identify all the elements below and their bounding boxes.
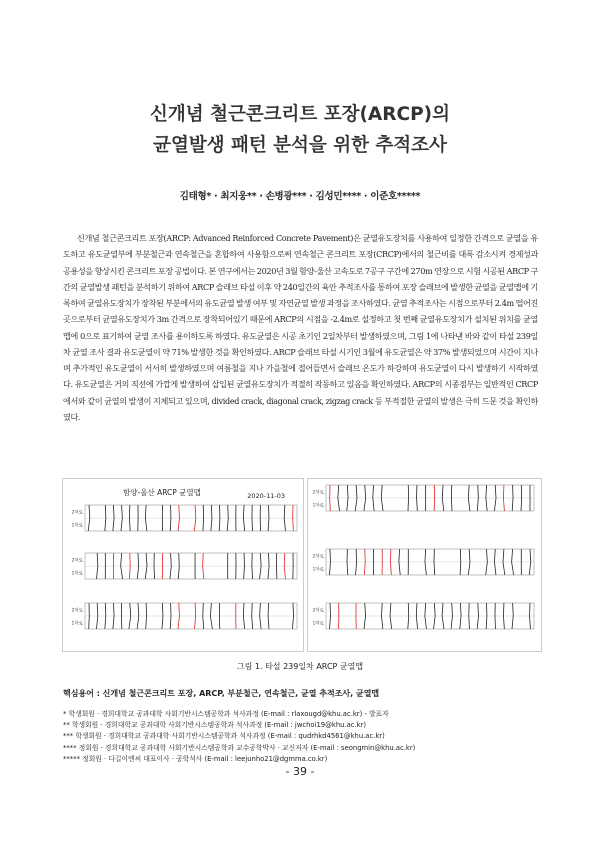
footnotes xyxy=(63,709,415,765)
page-number: - 39 - xyxy=(285,765,315,778)
svg-text:2차로: 2차로 xyxy=(312,608,324,614)
abstract-text: 신개념 철근콘크리트 포장(ARCP: Advanced Reinforced Concrete Pavement)은 균열유도장치를 사용하여 일정한 간격으로 균열을 유도하고 유도균열부에 부분철근과 연속철근을 혼합하여 사용함으로써 연속철근 콘크리트 포장(CRCP)에서의 철근비를 대폭 감소시켜 경제성과 공용성을 향상시킨 콘크리트 포장 공법이다. 본 연구에서는 2020년 3월 함양-울산 고속도로 7공구 구간에 270m 연장으로 시험 시공된 ARCP 구간의 균열발생 패턴을 분석하기 위하여 ARCP 슬래브 타설 이후 약 240일간의 육안 추적조사를 통하여 포장 슬래브에 발생한 균열을 균열맵에 기록하여 균열유도장치가 장착된 부분에서의 유도균열 발생 여부 및 자연균열 발생 과정을 조사하였다. 균열 추적조사는 시점으로부터 2.4m 떨어진 곳으로부터 균열유도장치가 3m 간격으로 장착되어있기 때문에 ARCP의 시점을 -2.4m로 설정하고 첫 번째 균열유도장치가 설치된 위치를 균열맵에 0으로 표기하여 균열 조사를 용이하도록 하였다. 유도균열은 시공 초기인 2일차부터 발생하였으며, 그림 1에 나타낸 바와 같이 타설 239일차 균열 조사 결과 유도균열이 약 71% 발생한 것을 확인하였다. ARCP 슬래브 타설 시기인 3월에 유도균열은 약 37% 발생되었으며 시간이 지나며 추가적인 유도균열이 서서히 발생하였으며 여름철을 지나 가을철에 접어들면서 슬래브 온도가 하강하며 유도균열이 다시 발생하기 시작하였다. 유도균열은 거의 직선에 가깝게 발생하여 삽입된 균열유도장치가 적절히 작동하고 있음을 확인하였다. ARCP의 시종점부는 일반적인 CRCP에서와 같이 균열의 발생이 지체되고 있으며, divided crack, diagonal crack, zigzag crack 등 부적절한 균열의 발생은 극히 드문 것을 확인하였다. xyxy=(63,233,538,422)
svg-text:2차로: 2차로 xyxy=(71,558,83,564)
svg-text:2차로: 2차로 xyxy=(312,554,324,560)
svg-text:1차로: 1차로 xyxy=(312,567,324,573)
svg-text:2차로: 2차로 xyxy=(71,510,83,516)
footnote-1: * 학생회원 · 경희대학교 공과대학 사회기반시스템공학과 석사과정 (E-mail : rlaxougd@khu.ac.kr) - 발표자 xyxy=(63,710,389,718)
svg-text:1차로: 1차로 xyxy=(71,523,83,529)
crack-strip-4 xyxy=(312,485,534,511)
svg-text:2차로: 2차로 xyxy=(312,490,324,496)
crack-map-figure xyxy=(62,478,540,650)
figure-title: 함양-울산 ARCP 균열맵 xyxy=(123,488,201,497)
paper-title-line1: 신개념 철근콘크리트 포장(ARCP)의 xyxy=(150,104,450,125)
crack-strip-1 xyxy=(71,505,297,531)
svg-text:2차로: 2차로 xyxy=(71,608,83,614)
authors: 김태형* · 최지웅** · 손병광*** · 김성민**** · 이준호***** xyxy=(179,191,421,202)
footnote-2: ** 학생회원 · 경희대학교 공과대학 사회기반시스템공학과 석사과정 (E-mail : jwchoi19@khu.ac.kr) xyxy=(63,721,367,730)
footnote-4: **** 정회원 · 경희대학교 공과대학 사회기반시스템공학과 교수공학박사 · 교신저자 (E-mail : seongmin@khu.ac.kr) xyxy=(63,743,416,752)
crack-map-right-strips xyxy=(308,479,541,651)
crack-strip-5 xyxy=(312,549,534,575)
crack-map-left-panel xyxy=(62,478,304,652)
crack-strip-6 xyxy=(312,603,534,629)
figure-caption: 그림 1. 타설 239일차 ARCP 균열맵 xyxy=(236,662,364,671)
svg-text:1차로: 1차로 xyxy=(312,621,324,627)
crack-map-left-strips xyxy=(63,479,303,651)
svg-text:1차로: 1차로 xyxy=(71,571,83,577)
figure-date: 2020-11-03 xyxy=(247,492,285,500)
crack-strip-3 xyxy=(71,603,297,629)
crack-map-right-panel xyxy=(307,478,542,652)
footnote-3: *** 학생회원 · 경희대학교 공과대학 사회기반시스템공학과 석사과정 (E-mail : qudrhkd4561@khu.ac.kr) xyxy=(63,732,385,741)
keywords: 핵심용어 : 신개념 철근콘크리트 포장, ARCP, 부분철근, 연속철근, 균열 추적조사, 균열맵 xyxy=(63,689,380,698)
abstract xyxy=(63,230,538,425)
footnote-5: ***** 정회원 · 다길이엔씨 대표이사 · 공학석사 (E-mail : leejunho21@dgmma.co.kr) xyxy=(63,754,328,763)
paper-title-line2: 균열발생 패턴 분석을 위한 추적조사 xyxy=(153,135,447,156)
svg-text:1차로: 1차로 xyxy=(312,503,324,509)
crack-strip-2 xyxy=(71,553,297,579)
svg-text:1차로: 1차로 xyxy=(71,621,83,627)
